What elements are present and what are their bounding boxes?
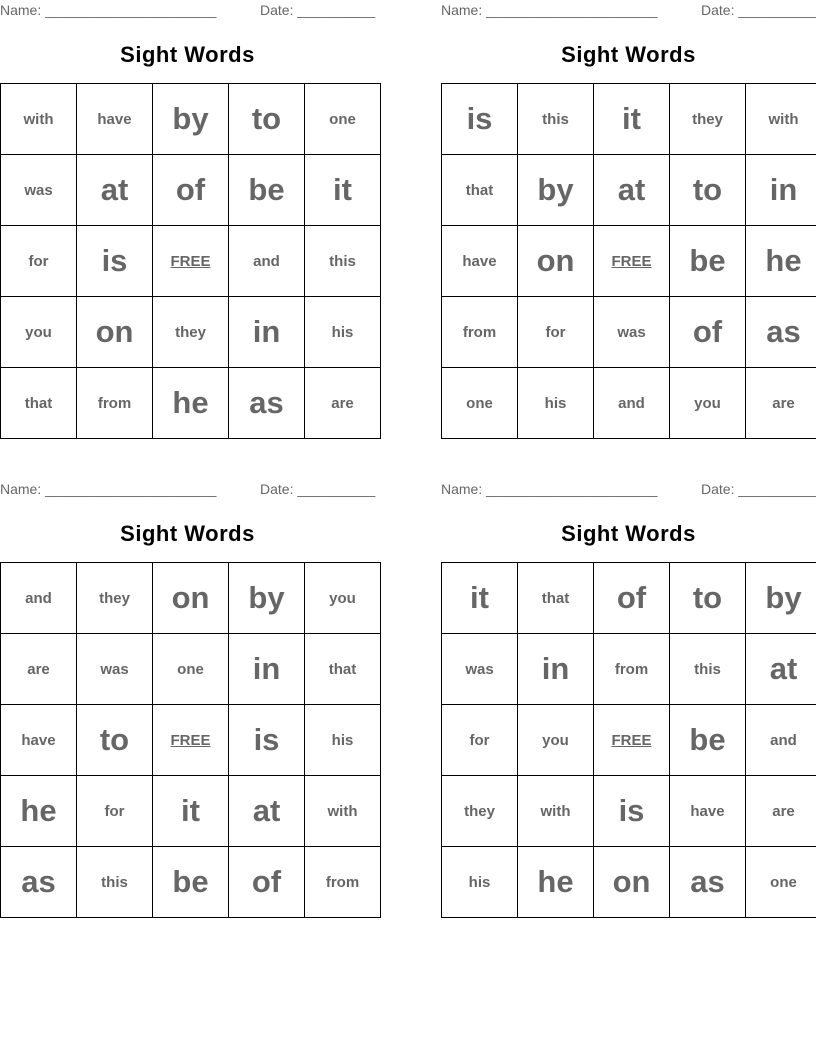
grid-row <box>442 226 816 297</box>
grid-row <box>442 847 816 918</box>
word-cell: at <box>594 155 670 226</box>
word-cell: this <box>518 84 594 155</box>
grid-row <box>1 563 381 634</box>
word-cell: to <box>77 705 153 776</box>
word-cell: have <box>1 705 77 776</box>
card-title: Sight Words <box>561 42 696 67</box>
grid-row <box>1 705 381 776</box>
word-cell: he <box>153 368 229 439</box>
bingo-card <box>441 479 816 913</box>
word-cell: and <box>594 368 670 439</box>
name-field: Name: ______________________ <box>0 2 217 18</box>
bingo-grid <box>0 562 381 918</box>
word-cell: on <box>77 297 153 368</box>
word-cell: that <box>442 155 518 226</box>
word-cell: you <box>670 368 746 439</box>
word-cell: it <box>305 155 381 226</box>
header-line <box>0 481 376 499</box>
word-cell: of <box>670 297 746 368</box>
word-cell: of <box>153 155 229 226</box>
word-cell: in <box>229 297 305 368</box>
word-cell: his <box>442 847 518 918</box>
word-cell: one <box>746 847 816 918</box>
word-cell: they <box>442 776 518 847</box>
date-field: Date: __________ <box>701 2 816 18</box>
word-cell: this <box>670 634 746 705</box>
word-cell: at <box>746 634 816 705</box>
word-cell: one <box>442 368 518 439</box>
word-cell: you <box>305 563 381 634</box>
header-line <box>441 2 816 20</box>
word-cell: at <box>77 155 153 226</box>
bingo-grid <box>441 562 816 918</box>
word-cell: with <box>305 776 381 847</box>
bingo-grid <box>441 83 816 439</box>
word-cell: one <box>153 634 229 705</box>
word-cell: by <box>746 563 816 634</box>
word-cell: be <box>229 155 305 226</box>
header-line <box>441 481 816 499</box>
word-cell: one <box>305 84 381 155</box>
word-cell: it <box>442 563 518 634</box>
word-cell: his <box>305 297 381 368</box>
word-cell: on <box>153 563 229 634</box>
word-cell: of <box>594 563 670 634</box>
grid-row <box>442 634 816 705</box>
word-cell: they <box>153 297 229 368</box>
word-cell: from <box>77 368 153 439</box>
grid-row <box>1 155 381 226</box>
word-cell: on <box>594 847 670 918</box>
word-cell: and <box>1 563 77 634</box>
word-cell: at <box>229 776 305 847</box>
card-title: Sight Words <box>561 521 696 546</box>
word-cell: are <box>1 634 77 705</box>
word-cell: it <box>153 776 229 847</box>
word-cell: have <box>670 776 746 847</box>
word-cell: was <box>1 155 77 226</box>
bingo-card <box>0 0 375 434</box>
word-cell: as <box>1 847 77 918</box>
card-title: Sight Words <box>120 42 255 67</box>
grid-row <box>1 847 381 918</box>
word-cell: and <box>229 226 305 297</box>
word-cell: is <box>229 705 305 776</box>
word-cell: be <box>670 226 746 297</box>
grid-row <box>442 705 816 776</box>
word-cell: this <box>305 226 381 297</box>
grid-row <box>1 226 381 297</box>
word-cell: with <box>746 84 816 155</box>
word-cell: his <box>305 705 381 776</box>
word-cell: to <box>670 563 746 634</box>
grid-row <box>442 297 816 368</box>
header-line <box>0 2 376 20</box>
word-cell: by <box>153 84 229 155</box>
name-field: Name: ______________________ <box>441 2 658 18</box>
word-cell: his <box>518 368 594 439</box>
word-cell: for <box>1 226 77 297</box>
grid-row <box>442 155 816 226</box>
free-space: FREE <box>153 705 229 776</box>
word-cell: is <box>442 84 518 155</box>
word-cell: you <box>1 297 77 368</box>
word-cell: in <box>518 634 594 705</box>
word-cell: this <box>77 847 153 918</box>
word-cell: are <box>746 776 816 847</box>
word-cell: that <box>305 634 381 705</box>
word-cell: in <box>229 634 305 705</box>
word-cell: from <box>442 297 518 368</box>
bingo-card <box>0 479 375 913</box>
word-cell: by <box>229 563 305 634</box>
word-cell: as <box>229 368 305 439</box>
bingo-card <box>441 0 816 434</box>
word-cell: and <box>746 705 816 776</box>
date-field: Date: __________ <box>260 481 376 497</box>
word-cell: are <box>305 368 381 439</box>
word-cell: they <box>77 563 153 634</box>
word-cell: that <box>1 368 77 439</box>
word-cell: that <box>518 563 594 634</box>
grid-row <box>1 368 381 439</box>
grid-row <box>1 84 381 155</box>
name-field: Name: ______________________ <box>0 481 217 497</box>
word-cell: he <box>746 226 816 297</box>
grid-row <box>1 634 381 705</box>
word-cell: is <box>594 776 670 847</box>
word-cell: in <box>746 155 816 226</box>
word-cell: have <box>77 84 153 155</box>
bingo-grid <box>0 83 381 439</box>
word-cell: with <box>1 84 77 155</box>
free-space: FREE <box>594 705 670 776</box>
word-cell: to <box>229 84 305 155</box>
word-cell: by <box>518 155 594 226</box>
word-cell: from <box>305 847 381 918</box>
word-cell: from <box>594 634 670 705</box>
free-space: FREE <box>594 226 670 297</box>
word-cell: he <box>518 847 594 918</box>
date-field: Date: __________ <box>701 481 816 497</box>
word-cell: as <box>670 847 746 918</box>
word-cell: with <box>518 776 594 847</box>
word-cell: they <box>670 84 746 155</box>
word-cell: as <box>746 297 816 368</box>
free-space: FREE <box>153 226 229 297</box>
word-cell: for <box>77 776 153 847</box>
grid-row <box>442 84 816 155</box>
word-cell: was <box>77 634 153 705</box>
word-cell: of <box>229 847 305 918</box>
word-cell: it <box>594 84 670 155</box>
word-cell: is <box>77 226 153 297</box>
grid-row <box>442 776 816 847</box>
word-cell: are <box>746 368 816 439</box>
grid-row <box>442 563 816 634</box>
word-cell: be <box>670 705 746 776</box>
word-cell: on <box>518 226 594 297</box>
word-cell: be <box>153 847 229 918</box>
grid-row <box>1 776 381 847</box>
word-cell: for <box>518 297 594 368</box>
grid-row <box>1 297 381 368</box>
card-title: Sight Words <box>120 521 255 546</box>
word-cell: have <box>442 226 518 297</box>
date-field: Date: __________ <box>260 2 376 18</box>
word-cell: you <box>518 705 594 776</box>
word-cell: to <box>670 155 746 226</box>
name-field: Name: ______________________ <box>441 481 658 497</box>
word-cell: was <box>442 634 518 705</box>
word-cell: he <box>1 776 77 847</box>
word-cell: for <box>442 705 518 776</box>
grid-row <box>442 368 816 439</box>
word-cell: was <box>594 297 670 368</box>
